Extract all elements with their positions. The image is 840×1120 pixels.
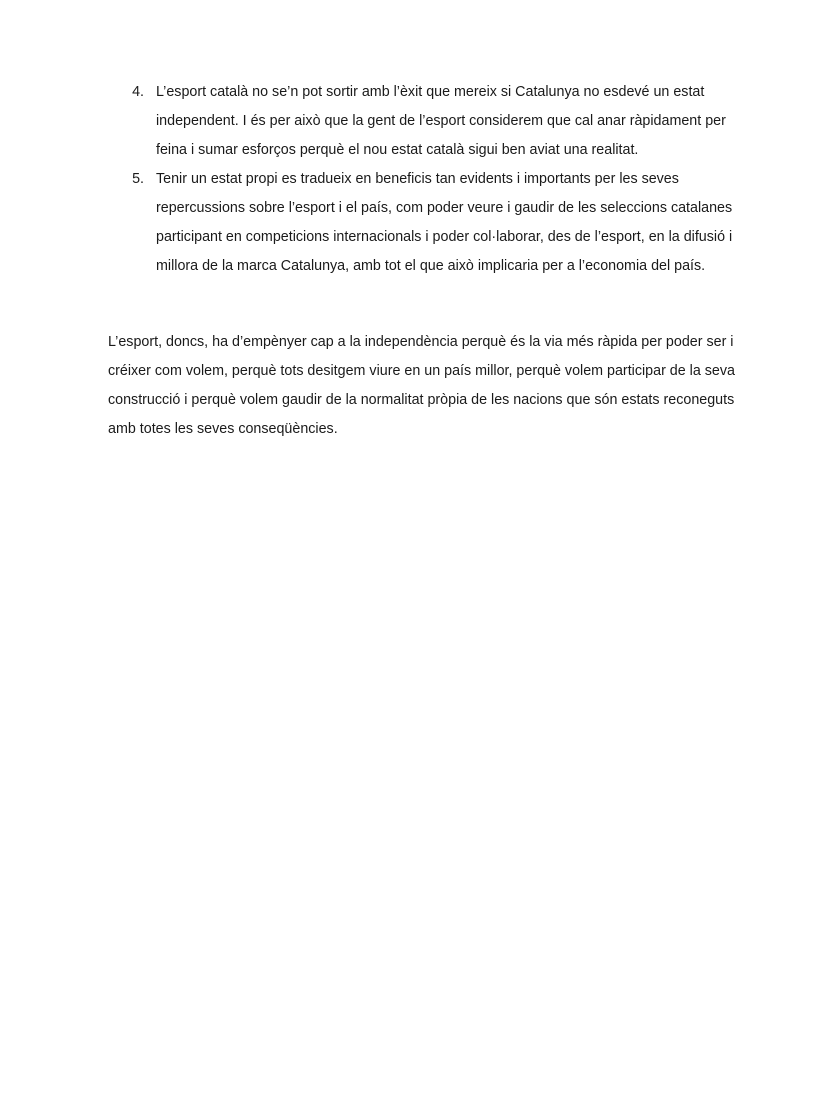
closing-paragraph: L’esport, doncs, ha d’empènyer cap a la independència perquè és la via més ràpida per poder ser i créixer com volem, perquè tots desitgem viure en un país millor, perquè volem participar de la seva construcció i perquè volem gaudir de la normalitat pròpia de les nacions que són estats reconeguts amb totes les seves conseqüències. (108, 334, 735, 437)
numbered-list (108, 78, 740, 281)
list-item-number: 4. (132, 84, 144, 100)
list-item (108, 165, 740, 281)
list-item-text: L’esport català no se’n pot sortir amb l’èxit que mereix si Catalunya no esdevé un estat independent. I és per això que la gent de l’esport considerem que cal anar ràpidament per feina i sumar esforços perquè el nou estat català sigui ben aviat una realitat. (156, 84, 726, 158)
list-item-number: 5. (132, 171, 144, 187)
list-item-text: Tenir un estat propi es tradueix en beneficis tan evidents i importants per les seves repercussions sobre l’esport i el país, com poder veure i gaudir de les seleccions catalanes participant en competicions internacionals i poder col·laborar, des de l’esport, en la difusió i millora de la marca Catalunya, amb tot el que això implicaria per a l’economia del país. (156, 171, 733, 274)
document-body (108, 78, 740, 458)
list-item (108, 78, 740, 165)
